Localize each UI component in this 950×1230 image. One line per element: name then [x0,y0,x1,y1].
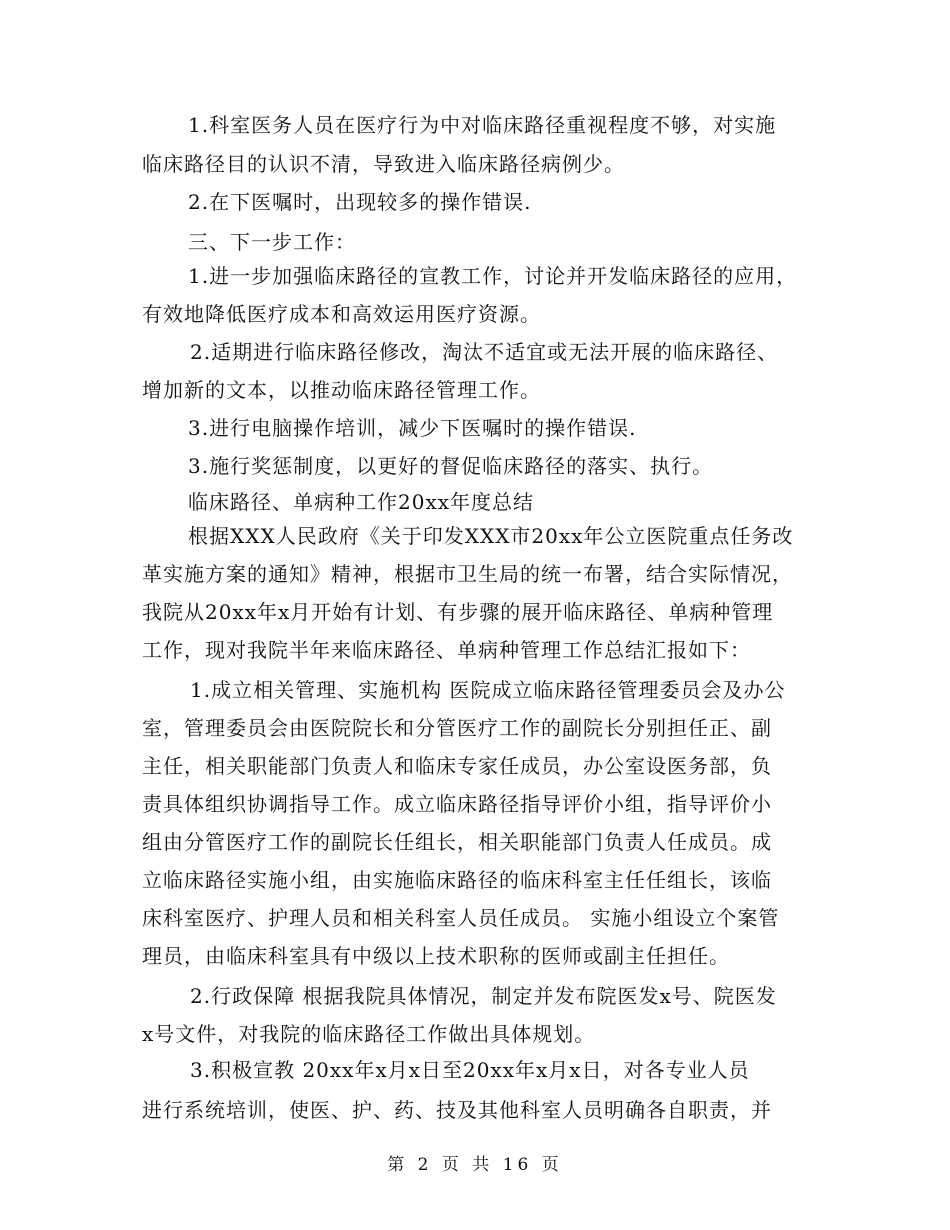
text-line: 有效地降低医疗成本和高效运用医疗资源。 [142,302,541,326]
text-line: 3.施行奖惩制度，以更好的督促临床路径的落实、执行。 [188,454,714,478]
text-line: 3.积极宣教 20xx年x月x日至20xx年x月x日，对各专业人员 [190,1058,750,1082]
text-line: 增加新的文本，以推动临床路径管理工作。 [142,378,541,402]
text-line: 临床路径目的认识不清，导致进入临床路径病例少。 [142,152,625,176]
text-line: 组由分管医疗工作的副院长任组长，相关职能部门负责人任成员。成 [142,830,772,854]
text-line: 革实施方案的通知》精神，根据市卫生局的统一布署，结合实际情况， [142,562,793,586]
page-number-footer: 第 2 页 共 16 页 [387,1155,563,1175]
text-line: 室，管理委员会由医院院长和分管医疗工作的副院长分别担任正、副 [142,716,772,740]
text-line: 1.进一步加强临床路径的宣教工作，讨论并开发临床路径的应用， [188,264,798,288]
text-line: 理员，由临床科室具有中级以上技术职称的医师或副主任担任。 [142,944,730,968]
text-line: 立临床路径实施小组，由实施临床路径的临床科室主任任组长，该临 [142,868,772,892]
text-line: 3.进行电脑操作培训，减少下医嘱时的操作错误. [188,416,637,440]
text-line: 2.适期进行临床路径修改，淘汰不适宜或无法开展的临床路径、 [190,340,779,364]
text-line: 根据XXX人民政府《关于印发XXX市20xx年公立医院重点任务改 [188,524,794,548]
text-line: 2.在下医嘱时，出现较多的操作错误. [188,190,532,214]
section-title: 临床路径、单病种工作20xx年度总结 [188,490,535,514]
text-line: 床科室医疗、护理人员和相关科室人员任成员。 实施小组设立个案管 [142,906,780,930]
text-line: 1.成立相关管理、实施机构 医院成立临床路径管理委员会及办公 [190,678,786,702]
text-line: 责具体组织协调指导工作。成立临床路径指导评价小组，指导评价小 [142,792,772,816]
text-line: 1.科室医务人员在医疗行为中对临床路径重视程度不够，对实施 [188,113,777,137]
section-heading: 三、下一步工作： [188,230,356,254]
text-line: 主任，相关职能部门负责人和临床专家任成员，办公室设医务部，负 [142,754,772,778]
text-line: 工作，现对我院半年来临床路径、单病种管理工作总结汇报如下： [142,638,751,662]
text-line: x号文件，对我院的临床路径工作做出具体规划。 [142,1022,596,1046]
text-line: 进行系统培训，使医、护、药、技及其他科室人员明确各自职责，并 [142,1098,772,1122]
text-line: 2.行政保障 根据我院具体情况，制定并发布院医发x号、院医发 [190,984,777,1008]
text-line: 我院从20xx年x月开始有计划、有步骤的展开临床路径、单病种管理 [142,600,774,624]
